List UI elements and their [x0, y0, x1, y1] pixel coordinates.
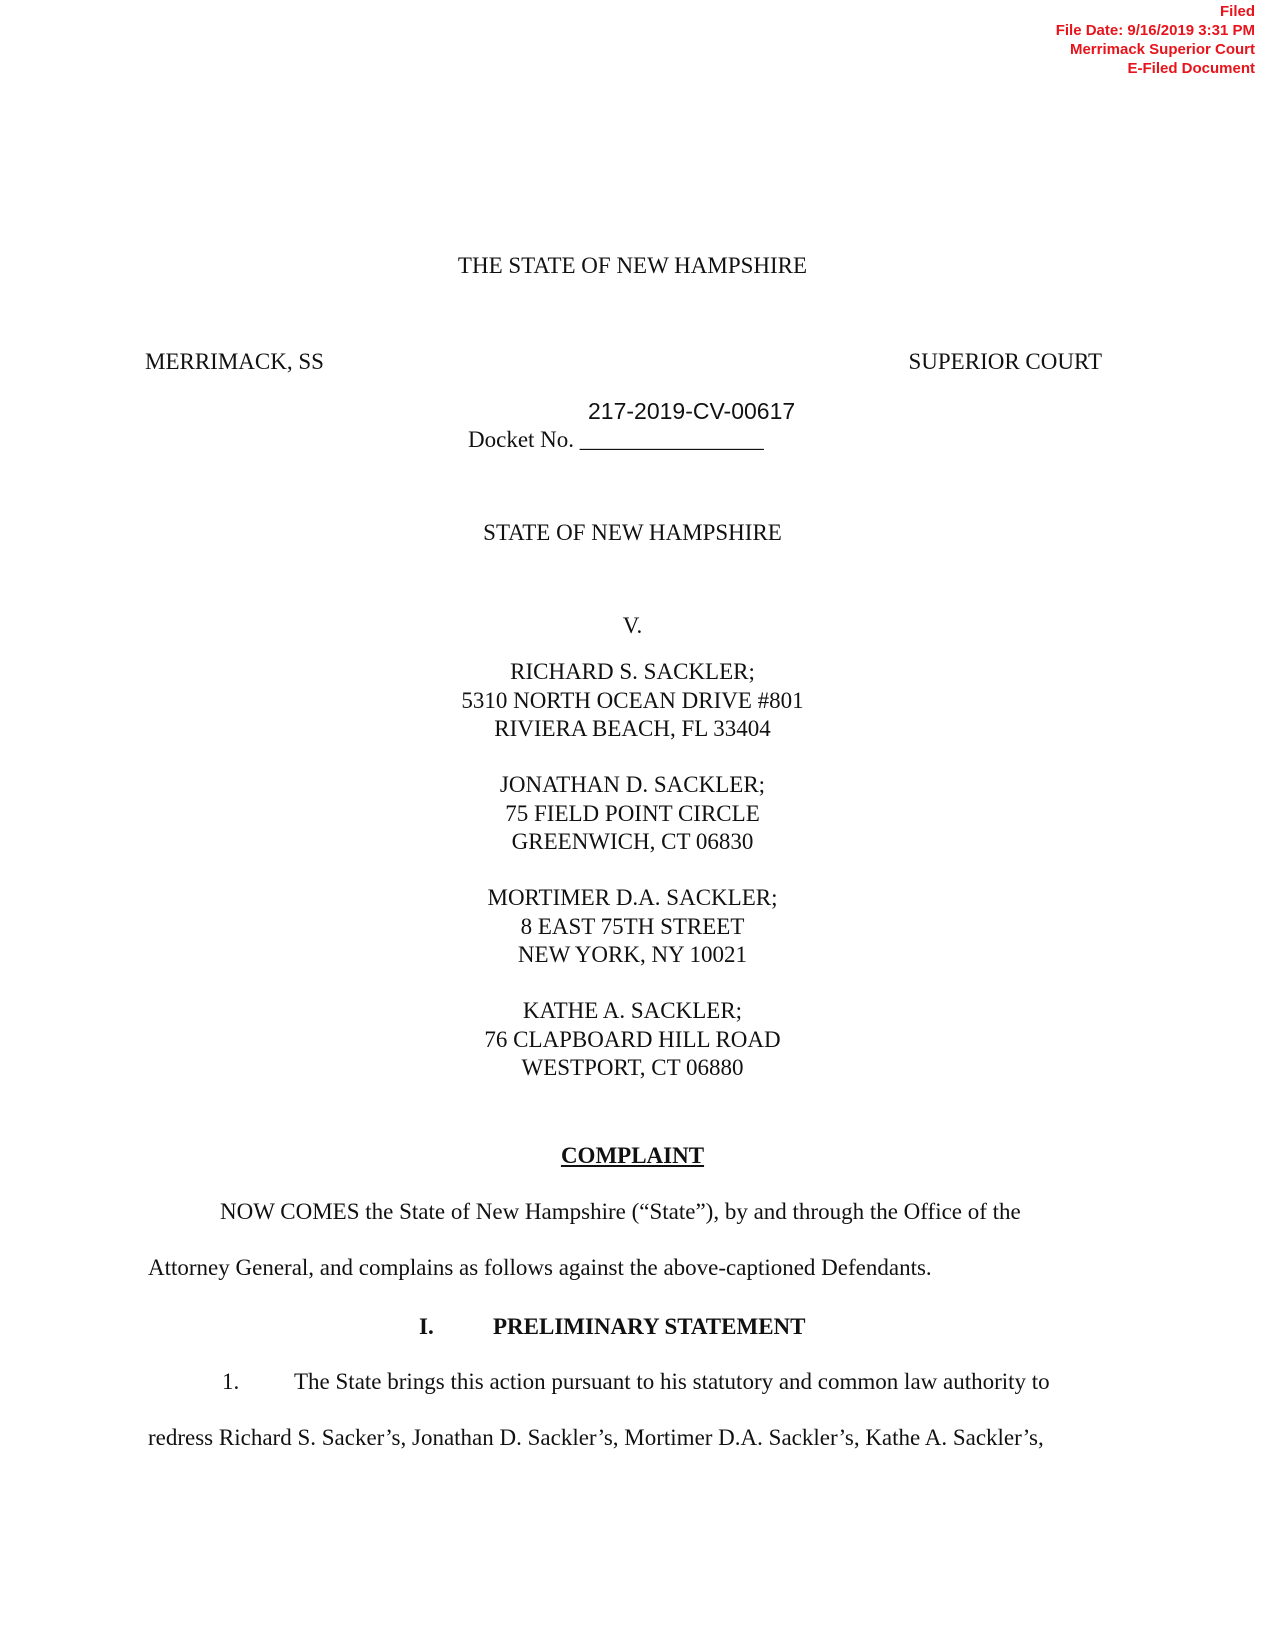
docket-number: 217-2019-CV-00617: [588, 398, 796, 424]
defendant-city: GREENWICH, CT 06830: [511, 829, 754, 854]
docket-label: Docket No. ________________: [468, 427, 764, 452]
defendant-entry: [0, 997, 1265, 1083]
defendant-city: NEW YORK, NY 10021: [517, 942, 748, 967]
paragraph-number: 1.: [222, 1369, 240, 1394]
defendant-name: MORTIMER D.A. SACKLER;: [487, 885, 778, 910]
defendant-entry: [0, 884, 1265, 970]
defendant-street: 75 FIELD POINT CIRCLE: [505, 800, 760, 826]
state-title: THE STATE OF NEW HAMPSHIRE: [457, 253, 808, 278]
defendant-city: RIVIERA BEACH, FL 33404: [494, 716, 771, 741]
defendant-entry: [0, 658, 1265, 744]
intro-paragraph-line2: Attorney General, and complains as follows against the above-captioned Defendants.: [148, 1255, 932, 1280]
defendant-name: KATHE A. SACKLER;: [522, 998, 743, 1023]
defendant-street: 76 CLAPBOARD HILL ROAD: [484, 1026, 781, 1052]
paragraph-1-line1: The State brings this action pursuant to his statutory and common law authority to: [294, 1369, 1050, 1394]
defendant-city: WESTPORT, CT 06880: [521, 1055, 744, 1080]
court-label: SUPERIOR COURT: [908, 349, 1102, 374]
intro-paragraph-line1: NOW COMES the State of New Hampshire (“State”), by and through the Office of the: [220, 1199, 1021, 1224]
versus-label: V.: [622, 613, 643, 638]
defendant-name: RICHARD S. SACKLER;: [510, 659, 755, 684]
county-label: MERRIMACK, SS: [145, 349, 324, 374]
defendant-entry: [0, 771, 1265, 857]
file-date: File Date: 9/16/2019 3:31 PM: [1055, 22, 1255, 39]
defendant-street: 5310 NORTH OCEAN DRIVE #801: [461, 687, 804, 713]
plaintiff-name: STATE OF NEW HAMPSHIRE: [483, 520, 782, 545]
filing-court: Merrimack Superior Court: [1069, 41, 1255, 58]
defendant-street: 8 EAST 75TH STREET: [520, 913, 745, 939]
defendant-name: JONATHAN D. SACKLER;: [499, 772, 766, 797]
filing-status: Filed: [1219, 3, 1255, 20]
filing-doc-type: E-Filed Document: [1127, 60, 1255, 77]
paragraph-1-line2: redress Richard S. Sacker’s, Jonathan D. Sackler’s, Mortimer D.A. Sackler’s, Kathe A. Sackler’s,: [148, 1425, 1044, 1450]
section-title: PRELIMINARY STATEMENT: [493, 1314, 806, 1339]
section-number: I.: [419, 1314, 434, 1339]
filing-stamp: [1056, 2, 1255, 78]
complaint-title: COMPLAINT: [560, 1143, 705, 1168]
